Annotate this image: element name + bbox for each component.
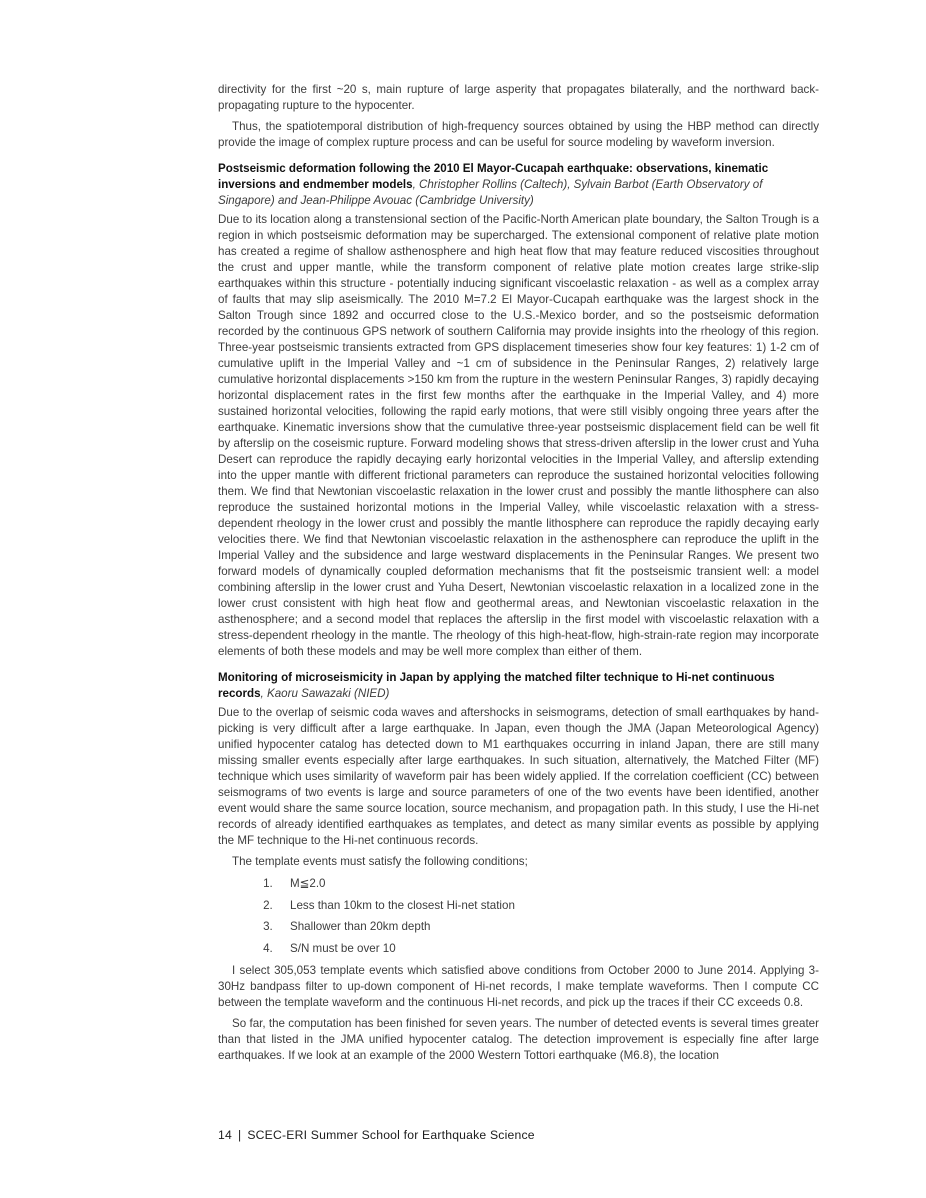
page-number: 14	[218, 1128, 232, 1142]
abstract2-paragraph-2: The template events must satisfy the following conditions;	[232, 855, 528, 868]
abstract1-body: Due to its location along a transtensional section of the Pacific-North American plate boundary, the Salton Trough is a region in which postseismic deformation may be supercharged. The extensional component of relative plate motion has created a regime of shallow asthenosphere and high heat flow that may feature reduced viscosities throughout the crust and upper mantle, while the transform component of relative plate motion creates large strike-slip earthquakes within this structure - potentially inducing significant viscoelastic relaxation - as well as a complex array of faults that may slip aseismically. The 2010 M=7.2 El Mayor-Cucapah earthquake was the largest shock in the Salton Trough since 1892 and occurred close to the U.S.-Mexico border, and so the postseismic deformation recorded by the continuous GPS network of southern California may provide insights into the rheology of this region. Three-year postseismic transients extracted from GPS displacement timeseries show four key features: 1) 1-2 cm of cumulative uplift in the Imperial Valley and ~1 cm of subsidence in the Peninsular Ranges, 2) relatively large cumulative horizontal displacements >150 km from the rupture in the western Peninsular Ranges, 3) rapidly decaying horizontal displacement rates in the first few months after the earthquake in the Imperial Valley, and 4) more sustained horizontal velocities, following the rapid early motions, that were still visibly ongoing three years after the earthquake. Kinematic inversions show that the cumulative three-year postseismic displacement field can be well fit by afterslip on the coseismic rupture. Forward modeling shows that stress-driven afterslip in the lower crust and Yuha Desert can reproduce the rapidly decaying early horizontal velocities in the Imperial Valley, and afterslip extending into the upper mantle with different frictional parameters can reproduce the sustained horizontal velocities following them. We find that Newtonian viscoelastic relaxation in the lower crust and possibly the mantle lithosphere can also reproduce the sustained horizontal motions in the Imperial Valley, while viscoelastic relaxation with a stress-dependent rheology in the lower crust and possibly the mantle lithosphere can reproduce the rapidly decaying early velocities there. We find that Newtonian viscoelastic relaxation in the asthenosphere can reproduce the uplift in the Imperial Valley and the subsidence and large westward displacements in the Peninsular Ranges. We present two forward models of dynamically coupled deformation mechanisms that fit the postseismic transient well: a model combining afterslip in the lower crust and Yuha Desert, Newtonian viscoelastic relaxation in a localized zone in the lower crust consistent with high heat flow and geothermal areas, and Newtonian viscoelastic relaxation in the asthenosphere; and a second model that replaces the afterslip in the first model with viscoelastic relaxation with a stress-dependent rheology in the mantle. The rheology of this high-heat-flow, high-strain-rate region may incorporate elements of both these models and may be well more complex than either of them.	[218, 213, 819, 658]
condition-item-3: 3. Shallower than 20km depth	[276, 919, 819, 935]
condition-item-2: 2. Less than 10km to the closest Hi-net station	[276, 898, 819, 914]
paragraph-intro-summary: Thus, the spatiotemporal distribution of high-frequency sources obtained by using the HBP method can directly provide the image of complex rupture process and can be useful for source modeling by waveform inversion.	[218, 120, 819, 149]
page-footer	[218, 1128, 535, 1142]
abstract2-heading	[218, 670, 819, 702]
page-content	[218, 82, 819, 1068]
abstract1-title: Postseismic deformation following the 2010 El Mayor-Cucapah earthquake: observations, kinematic inversions and endmember models	[218, 162, 769, 191]
footer-separator: |	[237, 1128, 242, 1142]
abstract2-paragraph-4: So far, the computation has been finished for seven years. The number of detected events is several times greater than that listed in the JMA unified hypocenter catalog. The detection improvement is especially fine after large earthquakes. If we look at an example of the 2000 Western Tottori earthquake (M6.8), the location	[218, 1016, 819, 1062]
abstract2-title: Monitoring of microseismicity in Japan by applying the matched filter technique to Hi-net continuous records	[218, 671, 775, 700]
condition-item-4: 4. S/N must be over 10	[276, 941, 819, 957]
abstract1-authors: , Christopher Rollins (Caltech), Sylvain Barbot (Earth Observatory of Singapore) and Jean-Philippe Avouac (Cambridge University)	[218, 178, 763, 207]
paragraph-intro-continuation: directivity for the first ~20 s, main rupture of large asperity that propagates bilaterally, and the northward back-propagating rupture to the hypocenter.	[218, 83, 819, 112]
abstract2-paragraph-1: Due to the overlap of seismic coda waves and aftershocks in seismograms, detection of small earthquakes by hand-picking is very difficult after a large earthquake. In Japan, even though the JMA (Japan Meteorological Agency) unified hypocenter catalog has detected down to M1 earthquakes occurring in inland Japan, there are still many missing smaller events especially after large earthquakes. In such situation, alternatively, the Matched Filter (MF) technique which uses similarity of waveform pair has been widely applied. If the correlation coefficient (CC) between seismograms of two events is large and source parameters of one of the two events have been identified, another event would share the same source location, source mechanism, and propagation path. In this study, I use the Hi-net records of already identified earthquakes as templates, and detect as many similar events as possible by applying the MF technique to the Hi-net continuous records.	[218, 706, 819, 847]
abstract1-heading	[218, 161, 819, 209]
footer-title: SCEC-ERI Summer School for Earthquake Science	[247, 1128, 535, 1142]
abstract2-authors: , Kaoru Sawazaki (NIED)	[260, 687, 390, 700]
conditions-list	[218, 876, 819, 957]
condition-item-1: 1. M≦2.0	[276, 876, 819, 892]
abstract2-paragraph-3: I select 305,053 template events which satisfied above conditions from October 2000 to June 2014. Applying 3-30Hz bandpass filter to up-down component of Hi-net records, I make template waveforms. Then I compute CC between the template waveform and the continuous Hi-net records, and pick up the traces if their CC exceeds 0.8.	[218, 963, 819, 1009]
